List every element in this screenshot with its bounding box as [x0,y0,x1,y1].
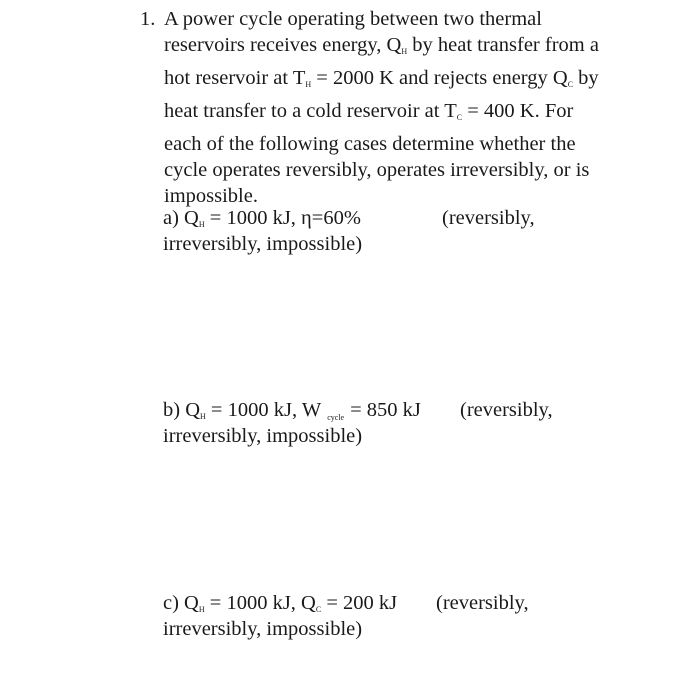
part-a-given: a) $Q_H = 1000$ kJ, η=60% (reversibly, [163,207,535,229]
part-b-options-start: (reversibly, [460,399,553,421]
part-a-options-start: (reversibly, [442,207,535,229]
problem-line-6: cycle operates reversibly, operates irreversibly, or is [164,159,590,181]
part-b-given: b) $Q_H = 1000$ kJ, W cycle = 850 kJ (reversibly, [163,399,553,422]
part-c-options-end: irreversibly, impossible) [163,618,363,640]
part-a-options-end: irreversibly, impossible) [163,233,363,255]
problem-line-3: hot reservoir at $T_H = 2000$ K and rejects energy $Q_C$ by [164,67,599,89]
problem-number: 1. [140,8,156,30]
problem-statement [140,6,610,209]
problem-line-5: each of the following cases determine whether the [164,133,576,155]
part-c-given: c) $Q_H = 1000$ kJ, $Q_C = 200$ kJ (reversibly, [163,592,529,614]
problem-line-7: impossible. [164,185,258,207]
part-b-options-end: irreversibly, impossible) [163,425,363,447]
problem-line-1: 1. A power cycle operating between two thermal [140,8,542,30]
problem-line-2: reservoirs receives energy, $Q_H$ by heat transfer from a [164,34,599,56]
problem-line-4: heat transfer to a cold reservoir at $T_C = 400$ K. For [164,100,574,122]
part-a [163,205,593,257]
part-b [163,397,593,449]
part-c [163,590,593,642]
part-c-options-start: (reversibly, [436,592,529,614]
